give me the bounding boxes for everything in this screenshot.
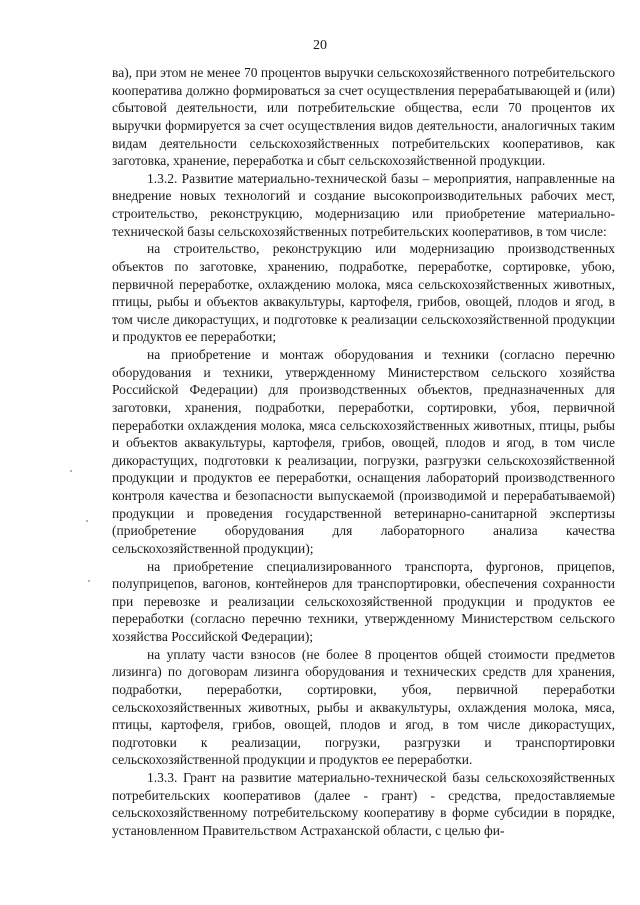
paragraph-continuation: ва), при этом не менее 70 процентов выручки сельскохозяйственного потребительского кооператива должно формироваться за счет осуществления перерабатывающей и (или) сбытовой деятельности, или потребительские общества, если 70 процентов их выручки формируется за счет осуществления видов деятельности, аналогичных таким видам деятельности сельскохозяйственных потребительских кооперативов, как заготовка, хранение, переработка и сбыт сельскохозяйственной продукции. [112, 65, 615, 169]
paragraph-1-3-2: 1.3.2. Развитие материально-технической базы – мероприятия, направленные на внедрение новых технологий и создание высокопроизводительных рабочих мест, строительство, реконструкцию, модернизацию или приобретение материально-технической базы сельскохозяйственных потребительских кооперативов, в том числе: [112, 170, 615, 239]
scan-speck [70, 470, 72, 472]
scan-speck [86, 520, 88, 522]
page-number: 20 [313, 38, 327, 53]
paragraph-transport: на приобретение специализированного транспорта, фургонов, прицепов, полуприцепов, вагонов, контейнеров для транспортировки, обеспечения сохранности при перевозке и реализации сельскохозяйственной продукции и продуктов ее переработки (согласно перечню техники, утвержденному Министерством сельского хозяйства Российской Федерации); [112, 558, 615, 644]
paragraph-equipment: на приобретение и монтаж оборудования и техники (согласно перечню оборудования и техники, утвержденному Министерством сельского хозяйства Российской Федерации) для производственных объектов, предназначенных для заготовки, хранения, подработки, переработки, сортировки, убоя, первичной переработки охлаждения молока, мяса сельскохозяйственных животных, птицы, рыбы и объектов аквакультуры, картофеля, грибов, овощей, плодов и ягод, в том числе дикорастущих, подготовки к реализации, погрузки, разгрузки сельскохозяйственной продукции и продуктов ее переработки, оснащения лабораторий производственного контроля качества и безопасности выпускаемой (производимой и перерабатываемой) продукции и проведения государственной ветеринарно-санитарной экспертизы (приобретение оборудования для лабораторного анализа качества сельскохозяйственной продукции); [112, 347, 615, 556]
document-body [112, 64, 615, 840]
paragraph-leasing: на уплату части взносов (не более 8 процентов общей стоимости предметов лизинга) по договорам лизинга оборудования и технических средств для хранения, подработки, переработки, сортировки, убоя, первичной переработки сельскохозяйственных животных, рыбы и аквакультуры, охлаждения молока, мяса, птицы, картофеля, грибов, овощей, плодов и ягод, в том числе дикорастущих, подготовки к реализации, погрузки, разгрузки и транспортировки сельскохозяйственной продукции и продуктов ее переработки. [112, 646, 615, 768]
paragraph-1-3-3: 1.3.3. Грант на развитие материально-технической базы сельскохозяйственных потребительских кооперативов (далее - грант) - средства, предоставляемые сельскохозяйственному потребительскому кооперативу в форме субсидии в порядке, установленном Правительством Астраханской области, с целью фи- [112, 770, 615, 838]
paragraph-construction: на строительство, реконструкцию или модернизацию производственных объектов по заготовке, хранению, подработке, переработке, сортировке, убою, первичной переработке, охлаждению молока, мяса сельскохозяйственных животных, птицы, рыбы и объектов аквакультуры, картофеля, грибов, овощей, плодов и ягод, в том числе дикорастущих, и подготовке к реализации сельскохозяйственной продукции и продуктов ее переработки; [112, 241, 615, 345]
scan-speck [88, 580, 90, 582]
